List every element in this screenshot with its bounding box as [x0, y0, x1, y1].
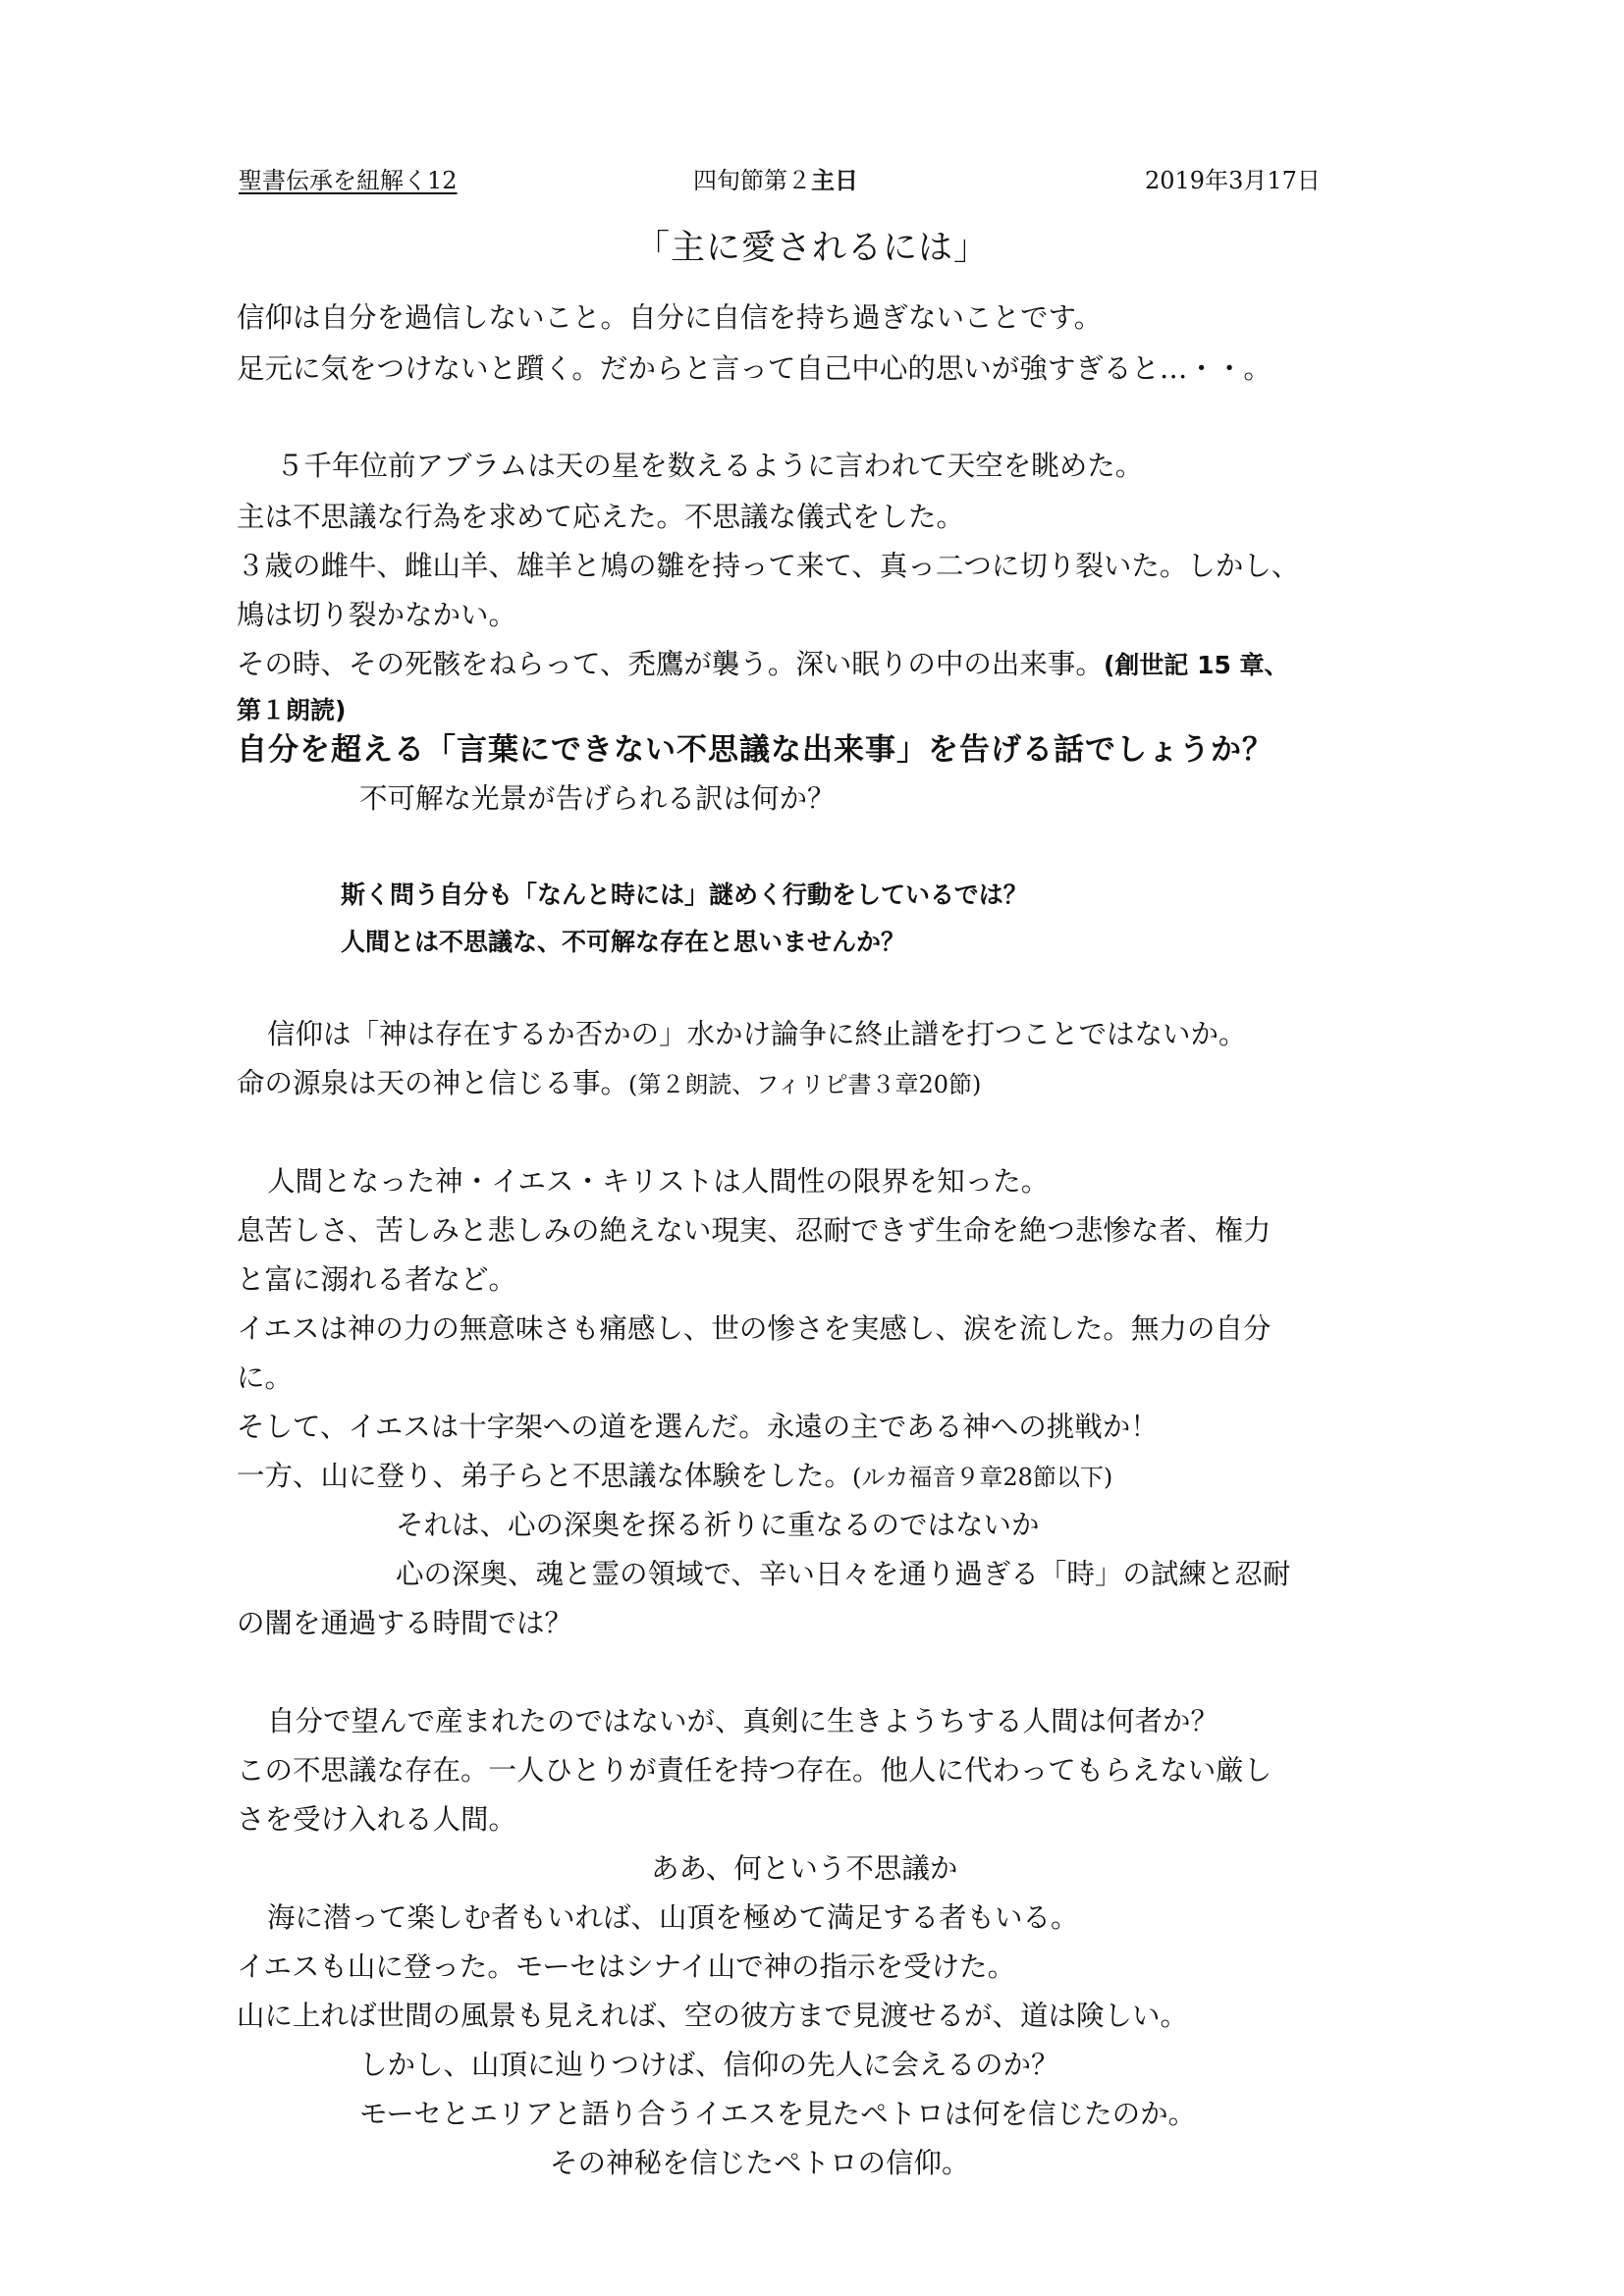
- body-line: しかし、山頂に辿りつけば、信仰の先人に会えるのか？: [359, 2049, 1059, 2081]
- body-line: の闇を通過する時間では？: [237, 1607, 573, 1639]
- body-line: それは、心の深奥を探る祈りに重なるのではないか: [396, 1509, 1040, 1541]
- body-line: 不可解な光景が告げられる訳は何か？: [359, 782, 836, 815]
- body-line: 心の深奥、魂と霊の領域で、辛い日々を通り過ぎる「時」の試練と忍耐: [396, 1558, 1291, 1590]
- body-line: [237, 1064, 981, 1104]
- document-date: 2019年3月17日: [1145, 167, 1321, 194]
- body-line: 信仰は「神は存在するか否かの」水かけ論争に終止譜を打つことではないか。: [267, 1018, 1247, 1050]
- scripture-reference: (創世記 15 章、: [1103, 651, 1289, 679]
- body-line: [237, 1457, 1112, 1497]
- body-line: [237, 645, 1289, 685]
- body-line: 鳩は切り裂かなかい。: [237, 599, 517, 631]
- body-line-text: その時、その死骸をねらって、禿鷹が襲う。深い眠りの中の出来事。: [237, 648, 1104, 680]
- body-line: イエスも山に登った。モーセはシナイ山で神の指示を受けた。: [237, 1950, 1016, 1983]
- body-line: モーセとエリアと語り合うイエスを見たペトロは何を信じたのか。: [359, 2098, 1197, 2130]
- liturgical-day: [693, 164, 858, 197]
- body-line: 信仰は自分を過信しないこと。自分に自信を持ち過ぎないことです。: [237, 301, 1103, 334]
- body-line: ３歳の雌牛、雌山羊、雄羊と鳩の雛を持って来て、真っ二つに切り裂いた。しかし、: [237, 550, 1300, 582]
- body-line: この不思議な存在。一人ひとりが責任を持つ存在。他人に代わってもらえない厳し: [237, 1754, 1272, 1787]
- liturgical-day-prefix: 四旬節第２: [693, 167, 811, 194]
- body-line: 息苦しさ、苦しみと悲しみの絶えない現実、忍耐できず生命を絶つ悲惨な者、権力: [237, 1214, 1272, 1247]
- body-line: 自分で望んで産まれたのではないが、真剣に生きようちする人間は何者か？: [267, 1705, 1219, 1737]
- emphasis-line: 斯く問う自分も「なんと時には」謎めく行動をしているでは？: [341, 881, 1028, 909]
- scripture-reference: (ルカ福音９章28節以下): [852, 1464, 1113, 1491]
- emphasis-question: 自分を超える「言葉にできない不思議な出来事」を告げる話でしょうか？: [237, 732, 1273, 768]
- body-line: 主は不思議な行為を求めて応えた。不思議な儀式をした。: [237, 501, 965, 533]
- body-line: 山に上れば世間の風景も見えれば、空の彼方まで見渡せるが、道は険しい。: [237, 2000, 1189, 2032]
- body-line: 海に潜って楽しむ者もいれば、山頂を極めて満足する者もいる。: [267, 1901, 1079, 1934]
- page-title: 「主に愛されるには」: [634, 229, 989, 268]
- body-line: ５千年位前アブラムは天の星を数えるように言われて天空を眺めた。: [276, 450, 1144, 482]
- body-line: さを受け入れる人間。: [237, 1803, 517, 1836]
- series-title: 聖書伝承を紐解く12: [239, 167, 458, 194]
- body-line: そして、イエスは十字架への道を選んだ。永遠の主である神への挑戦か！: [237, 1411, 1159, 1443]
- liturgical-day-suffix: 主日: [811, 167, 858, 194]
- body-line: と富に溺れる者など。: [237, 1263, 517, 1296]
- emphasis-line: 人間とは不思議な、不可解な存在と思いませんか？: [341, 928, 906, 956]
- body-line: イエスは神の力の無意味さも痛感し、世の惨さを実感し、涙を流した。無力の自分: [237, 1312, 1272, 1345]
- body-line-text: 一方、山に登り、弟子らと不思議な体験をした。: [237, 1460, 853, 1492]
- body-line: 足元に気をつけないと躓く。だからと言って自己中心的思いが強すぎると…・・。: [237, 352, 1272, 385]
- body-line: その神秘を信じたペトロの信仰。: [550, 2147, 970, 2179]
- body-line: 人間となった神・イエス・キリストは人間性の限界を知った。: [267, 1165, 1050, 1198]
- body-line: に。: [237, 1362, 294, 1394]
- scripture-reference: 第１朗読): [237, 696, 347, 724]
- body-line: ああ、何という不思議か: [651, 1852, 958, 1885]
- body-line-text: 命の源泉は天の神と信じる事。: [237, 1067, 629, 1099]
- scripture-reference: (第２朗読、フィリピ書３章20節): [628, 1071, 982, 1098]
